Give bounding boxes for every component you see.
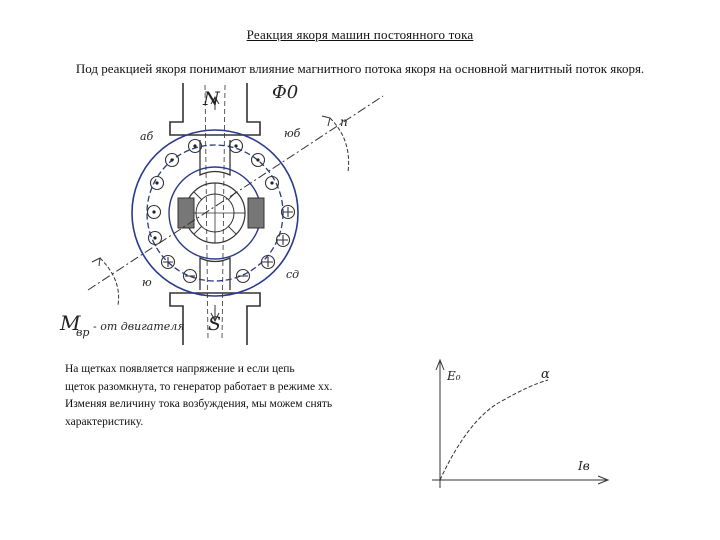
- speed-label: n: [340, 115, 348, 129]
- label-sd: сд: [286, 268, 300, 281]
- label-yb: юб: [284, 127, 301, 140]
- brush-right: [248, 198, 264, 228]
- moment-text: - от двигателя: [93, 320, 185, 333]
- graph-y-label: Е₀: [447, 369, 461, 383]
- graph-curve: [440, 380, 548, 480]
- brush-left: [178, 198, 194, 228]
- moment-subscript: вр: [76, 326, 90, 339]
- neutral-line: [88, 96, 383, 290]
- paragraph-line: На щетках появляется напряжение и если цепь: [65, 363, 295, 375]
- paragraph-line: Изменяя величину тока возбуждения, мы можем снять: [65, 398, 333, 410]
- rotation-arrow-left: [92, 258, 100, 266]
- paragraph-line: щеток разомкнута, то генератор работает в режиме хх.: [65, 380, 333, 393]
- page-title: Реакция якоря машин постоянного тока: [246, 27, 474, 42]
- paragraph-line: характеристику.: [65, 415, 144, 428]
- flux-label: Φ0: [272, 82, 299, 103]
- rotation-arrow-right: [322, 116, 330, 126]
- graph-x-label: Iв: [578, 459, 590, 473]
- rotation-arc-left: [100, 258, 119, 305]
- moment-label: M: [60, 311, 81, 335]
- pole-south-label: S: [208, 313, 222, 335]
- pole-north-label: N: [203, 88, 220, 110]
- graph-curve-label: α: [541, 367, 550, 382]
- intro-text: Под реакцией якоря понимают влияние магнитного потока якоря на основной магнитный поток якоря.: [75, 61, 645, 76]
- pole-axis-right: [222, 85, 225, 340]
- label-yu: ю: [142, 276, 152, 289]
- pole-core-bottom: [200, 258, 230, 290]
- description-paragraph: [65, 361, 405, 431]
- label-ad: аб: [140, 130, 154, 143]
